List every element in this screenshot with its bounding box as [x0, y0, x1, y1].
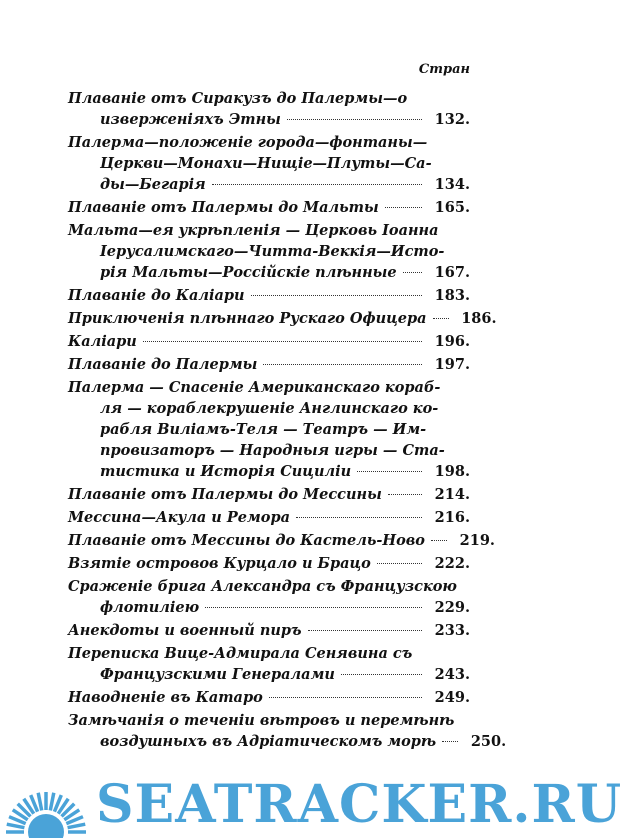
toc-entry-page: 250. [470, 733, 507, 750]
toc-entry [68, 132, 470, 195]
dot-leader [385, 207, 422, 208]
toc-entry-line: Мальта—ея укрѣпленія — Церковь Іоанна [68, 222, 439, 239]
toc-entry-line: Палерма—положеніе города—фонтаны— [68, 134, 428, 151]
toc-entry-line [68, 553, 470, 574]
toc-entry [68, 308, 497, 329]
toc-entry [68, 331, 470, 352]
toc-entry-title: Французскими Генералами [100, 666, 335, 683]
toc-entry-title: Приключенія плѣннаго Рускаго Офицера [68, 310, 427, 327]
toc-entry-page: 196. [434, 333, 470, 350]
page-header-label: Стран [418, 62, 470, 77]
sun-wheel-icon [2, 770, 90, 836]
toc-entry-line: Переписка Вице-Адмирала Сенявина съ [68, 645, 413, 662]
toc-entry-page: 214. [434, 486, 470, 503]
dot-leader [377, 563, 422, 564]
toc-entry-line [68, 687, 470, 708]
toc-entry [68, 354, 470, 375]
toc-entry-page: 222. [434, 555, 470, 572]
toc-entry-page: 243. [434, 666, 470, 683]
dot-leader [205, 607, 422, 608]
dot-leader [403, 272, 422, 273]
toc-entry-page: 165. [434, 199, 470, 216]
toc-entry-line [68, 308, 497, 329]
toc-entry [68, 620, 470, 641]
toc-entry-title: Взятіе островов Курцало и Брацо [68, 555, 371, 572]
sun-ray [7, 824, 25, 828]
toc-entry-line: Замѣчанія о теченіи вѣтровъ и перемѣнѣ [68, 712, 455, 729]
dot-leader [431, 540, 447, 541]
toc-entry-page: 198. [434, 463, 470, 480]
toc-entry-title: флотиліею [100, 599, 200, 616]
dot-leader [296, 517, 422, 518]
toc-entry-line: Плаваніе отъ Сиракузъ до Палермы—о [68, 90, 408, 107]
dot-leader [388, 494, 422, 495]
toc-entry-line: Палерма — Спасеніе Американскаго кораб- [68, 379, 441, 396]
toc-entry-title: Плаваніе отъ Палермы до Мессины [68, 486, 382, 503]
toc-entry-line [68, 507, 470, 528]
toc-entry [68, 643, 470, 685]
toc-entry-line: Сраженіе брига Александра съ Французскою [68, 578, 457, 595]
table-of-contents [68, 88, 507, 754]
toc-entry-title: Наводненіе въ Катаро [68, 689, 263, 706]
toc-entry-line [68, 530, 495, 551]
toc-entry [68, 576, 470, 618]
toc-entry-page: 216. [434, 509, 470, 526]
dot-leader [308, 630, 422, 631]
toc-entry-line [68, 461, 470, 482]
toc-entry-title: воздушныхъ въ Адріатическомъ морѣ [100, 733, 437, 750]
toc-entry-page: 197. [434, 356, 470, 373]
toc-entry [68, 88, 470, 130]
dot-leader [341, 674, 422, 675]
toc-entry-page: 186. [461, 310, 497, 327]
toc-entry-page: 132. [434, 111, 470, 128]
toc-entry-title: Плаваніе отъ Мессины до Кастель-Ново [68, 532, 425, 549]
toc-entry-title: Каліари [68, 333, 137, 350]
toc-entry-line: ля — кораблекрушеніе Англинскаго ко- [100, 400, 439, 417]
toc-entry [68, 484, 470, 505]
toc-entry [68, 553, 470, 574]
toc-entry-page: 183. [434, 287, 470, 304]
toc-entry-line [68, 664, 470, 685]
toc-entry-line [68, 484, 470, 505]
toc-entry-page: 134. [434, 176, 470, 193]
toc-entry-line [68, 174, 470, 195]
toc-entry-line: провизаторъ — Народныя игры — Ста- [100, 442, 445, 459]
toc-entry-line [68, 620, 470, 641]
toc-entry-page: 219. [459, 532, 495, 549]
toc-entry [68, 285, 470, 306]
toc-entry-title: изверженіяхъ Этны [100, 111, 281, 128]
toc-entry-line [68, 197, 470, 218]
toc-entry [68, 377, 470, 482]
watermark-text: SEATRACKER.RU [96, 774, 622, 835]
toc-entry-line: Іерусалимскаго—Читта-Веккія—Исто- [100, 243, 445, 260]
toc-entry-page: 249. [434, 689, 470, 706]
sun-ray [68, 824, 86, 828]
dot-leader [433, 318, 449, 319]
watermark [0, 740, 622, 838]
toc-entry-title: ды—Бегарія [100, 176, 206, 193]
toc-entry-line [68, 354, 470, 375]
toc-entry-title: Плаваніе до Каліари [68, 287, 245, 304]
dot-leader [212, 184, 422, 185]
toc-entry [68, 220, 470, 283]
toc-entry-title: тистика и Исторія Сициліи [100, 463, 352, 480]
dot-leader [143, 341, 422, 342]
toc-entry-page: 233. [434, 622, 470, 639]
toc-entry-title: Плаваніе отъ Палермы до Мальты [68, 199, 379, 216]
toc-entry-title: рія Мальты—Россійскіе плѣнные [100, 264, 397, 281]
dot-leader [263, 364, 422, 365]
toc-entry-page: 229. [434, 599, 470, 616]
toc-entry-line: рабля Виліамъ-Теля — Театръ — Им- [100, 421, 427, 438]
dot-leader [357, 471, 422, 472]
toc-entry-line [68, 109, 470, 130]
toc-entry-line: Церкви—Монахи—Нищіе—Плуты—Са- [100, 155, 432, 172]
toc-entry-line [68, 262, 470, 283]
toc-entry-page: 167. [434, 264, 470, 281]
dot-leader [251, 295, 422, 296]
toc-entry [68, 530, 495, 551]
toc-entry-title: Анекдоты и военный пиръ [68, 622, 302, 639]
toc-entry-title: Мессина—Акула и Ремора [68, 509, 291, 526]
dot-leader [287, 119, 422, 120]
toc-entry [68, 507, 470, 528]
dot-leader [269, 697, 422, 698]
toc-entry-line [68, 597, 470, 618]
toc-entry-title: Плаваніе до Палермы [68, 356, 258, 373]
toc-entry-line [68, 331, 470, 352]
toc-entry-line [68, 285, 470, 306]
toc-entry [68, 197, 470, 218]
toc-entry [68, 687, 470, 708]
